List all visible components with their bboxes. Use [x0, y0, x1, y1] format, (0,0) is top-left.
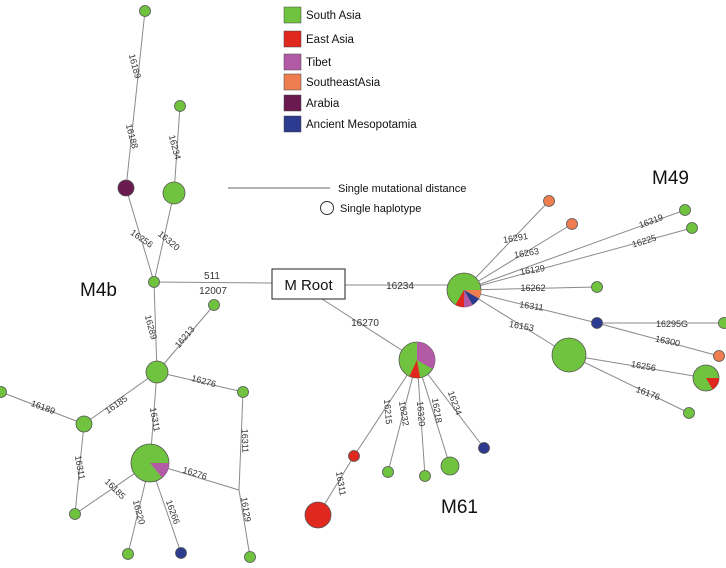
root-edge-label-m49: 16234: [386, 281, 414, 292]
haplotype-node: [383, 467, 394, 478]
root-edge-label-m61: 16270: [351, 318, 379, 329]
mutation-label: 16189: [126, 52, 143, 80]
haplotype-node: [238, 387, 249, 398]
haplotype-node-pie: [131, 444, 169, 482]
mutation-label: 16276: [190, 373, 218, 390]
mutation-label: 16291: [502, 230, 529, 246]
root-node: [272, 269, 345, 299]
legend-label-arabia: Arabia: [306, 98, 340, 110]
haplotype-node: [146, 361, 168, 383]
haplotype-node-pie: [399, 342, 435, 378]
mutation-label: 16215: [381, 398, 395, 425]
legend-distance-label: Single mutational distance: [338, 183, 467, 195]
mutation-label: 16311: [147, 406, 162, 433]
haplotype-node-mesopotamia: [176, 548, 187, 559]
mutation-label: 16262: [520, 283, 546, 293]
haplotype-node: [687, 223, 698, 234]
mutation-label: 16129: [519, 262, 546, 278]
legend-label-southeast-asia: SoutheastAsia: [306, 77, 381, 89]
haplotype-node-east-asia: [305, 502, 331, 528]
root-label: M Root: [284, 277, 333, 294]
haplotype-node: [0, 387, 7, 398]
mutation-label: 16319: [637, 212, 665, 231]
mutation-label: 16220: [130, 498, 147, 526]
legend-swatch-south-asia: [284, 7, 301, 23]
legend-label-tibet: Tibet: [306, 57, 332, 69]
mutation-label: 16153: [508, 318, 535, 334]
haplotype-node: [552, 338, 586, 372]
mutation-label: 16176: [634, 384, 662, 403]
cluster-label-m61: M61: [441, 497, 478, 518]
haplotype-node: [684, 408, 695, 419]
haplotype-node-arabia: [118, 180, 134, 196]
cluster-label-m4b: M4b: [80, 280, 117, 301]
mutation-label: 16234: [445, 389, 464, 417]
haplotype-node: [592, 282, 603, 293]
legend-item-tibet: [284, 54, 332, 70]
mutation-label: 16311: [239, 428, 251, 454]
mutation-label: 16276: [181, 464, 209, 482]
haplotype-node: [420, 471, 431, 482]
legend-item-arabia: [284, 95, 340, 111]
legend-swatch-southeast-asia: [284, 74, 301, 90]
root-edge-label-m4b-2: 12007: [199, 286, 227, 297]
legend-label-south-asia: South Asia: [306, 10, 361, 22]
root-edge-label-m4b: 511: [204, 271, 220, 282]
mutation-label: 16225: [630, 232, 658, 250]
haplotype-node: [123, 549, 134, 560]
edge: [154, 282, 272, 283]
mutation-label: 16266: [163, 498, 182, 526]
edge: [123, 11, 145, 188]
mutation-label: 16311: [518, 299, 545, 313]
legend-item-southeast-asia: [284, 74, 381, 90]
legend: [228, 7, 466, 215]
mutation-label: 16188: [123, 122, 140, 150]
haplotype-node: [163, 182, 185, 204]
cluster-label-m49: M49: [652, 168, 689, 189]
mutation-label: 16300: [654, 333, 681, 349]
mutation-label: 16311: [333, 470, 348, 497]
legend-item-south-asia: [284, 7, 362, 23]
mutation-label: 16320: [414, 400, 428, 427]
legend-swatch-tibet: [284, 54, 301, 70]
haplotype-node-east-asia: [349, 451, 360, 462]
mutation-label: 16295G: [655, 319, 689, 329]
edge: [569, 355, 689, 413]
haplotype-node: [209, 300, 220, 311]
haplotype-node-southeast-asia: [544, 196, 555, 207]
haplotype-node: [441, 457, 459, 475]
mutation-label: 16289: [142, 313, 159, 341]
haplotype-node-pie: [693, 365, 719, 391]
mutation-label: 16232: [396, 400, 412, 427]
legend-label-east-asia: East Asia: [306, 34, 354, 46]
mutation-label: 16213: [172, 324, 197, 350]
mutation-label: 16256: [128, 227, 155, 250]
legend-swatch-arabia: [284, 95, 301, 111]
legend-haplotype-label: Single haplotype: [340, 203, 422, 215]
haplotype-node: [76, 416, 92, 432]
legend-swatch-east-asia: [284, 31, 301, 47]
mutation-label: 16256: [630, 358, 657, 374]
mutation-label: 16185: [102, 476, 128, 502]
mutation-label: 16234: [166, 133, 183, 161]
mutation-label: 16218: [429, 397, 445, 424]
haplotype-node-mesopotamia: [479, 443, 490, 454]
legend-item-ancient-mesopotamia: [284, 116, 417, 132]
mutation-label: 16320: [156, 228, 182, 253]
mutation-label: 16129: [238, 496, 254, 523]
haplotype-node-mesopotamia: [592, 318, 603, 329]
haplotype-node-pie: [447, 273, 481, 307]
edge: [464, 228, 692, 290]
legend-label-ancient-mesopotamia: Ancient Mesopotamia: [306, 119, 417, 131]
mutation-label: 16185: [103, 393, 130, 416]
haplotype-node: [70, 509, 81, 520]
mutation-label: 16263: [513, 245, 540, 261]
haplotype-node-southeast-asia: [567, 219, 578, 230]
haplotype-node: [175, 101, 186, 112]
haplotype-node: [719, 318, 726, 329]
legend-swatch-ancient-mesopotamia: [284, 116, 301, 132]
haplotype-node-southeast-asia: [714, 351, 725, 362]
haplotype-node: [149, 277, 160, 288]
haplotype-node: [140, 6, 151, 17]
legend-haplotype-circle: [321, 202, 334, 215]
mutation-label: 16189: [29, 398, 57, 417]
mutation-label: 16311: [72, 454, 87, 481]
legend-item-east-asia: [284, 31, 355, 47]
haplotype-node: [680, 205, 691, 216]
haplotype-node: [245, 552, 256, 563]
